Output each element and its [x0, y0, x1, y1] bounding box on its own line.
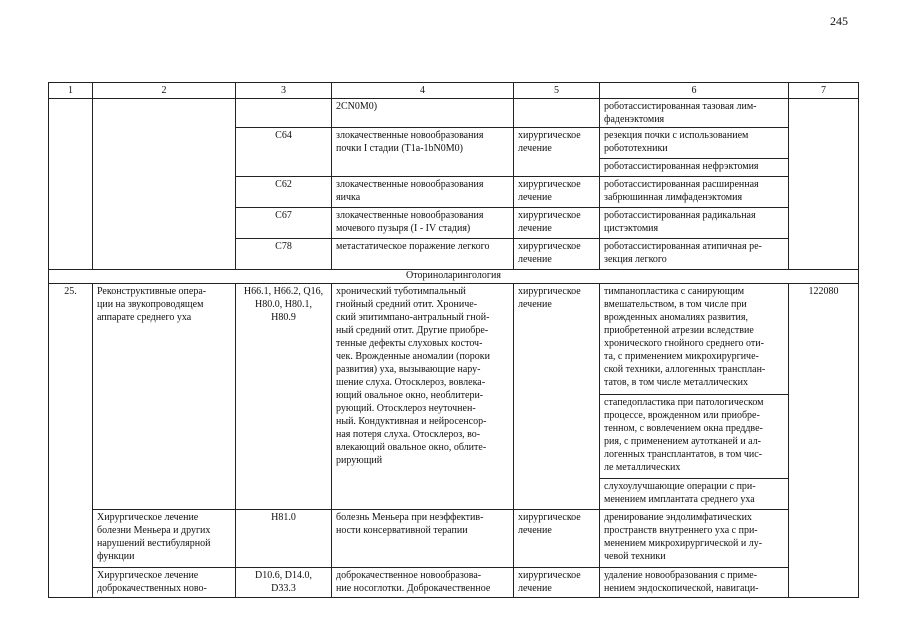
cell-codes: H81.0: [236, 510, 332, 568]
cell-group: Реконструктивные опера- ции на звукопроводящем аппарате среднего уха: [93, 284, 236, 510]
table-row: [49, 510, 859, 568]
cell-diagnosis: 2CN0M0): [332, 99, 514, 128]
cell-group: Хирургическое лечение болезни Меньера и других нарушений вестибулярной функции: [93, 510, 236, 568]
cell-treatment: хирургическое лечение: [514, 510, 600, 568]
cell-method: роботассистированная радикальная цистэктомия: [600, 208, 789, 239]
cell-treatment: хирургическое лечение: [514, 239, 600, 270]
table-row: [49, 568, 859, 598]
cell-method: дренирование эндолимфатических пространств внутреннего уха с при- менением микрохирургической и лу- чевой техники: [600, 510, 789, 568]
cell-diagnosis: злокачественные новообразования мочевого пузыря (I - IV стадия): [332, 208, 514, 239]
header-cell: 3: [236, 83, 332, 99]
cell-method: роботассистированная нефрэктомия: [600, 159, 789, 177]
cell-group: [93, 99, 236, 270]
table-row: [49, 284, 859, 395]
cell-codes: H66.1, H66.2, Q16, H80.0, H80.1, H80.9: [236, 284, 332, 510]
cell-codes: C62: [236, 177, 332, 208]
cell-method: стапедопластика при патологическом процессе, врожденном или приобре- тенном, с вовлечением окна преддве- рия, с применением аутотканей и ал- логенных трансплантатов, в том чис- ле металлических: [600, 395, 789, 479]
cell-treatment: [514, 99, 600, 128]
cell-codes: [236, 99, 332, 128]
cell-diagnosis: доброкачественное новообразова- ние носоглотки. Доброкачественное: [332, 568, 514, 598]
header-cell: 7: [789, 83, 859, 99]
cell-treatment: хирургическое лечение: [514, 177, 600, 208]
cell-diagnosis: злокачественные новообразования почки I стадии (T1a-1bN0M0): [332, 128, 514, 177]
header-row: [49, 83, 859, 99]
cell-method: удаление новообразования с приме- нением эндоскопической, навигаци-: [600, 568, 789, 598]
cell-group: Хирургическое лечение доброкачественных ново-: [93, 568, 236, 598]
page-number: 245: [830, 14, 848, 28]
cell-number: [49, 99, 93, 270]
cell-method: роботассистированная тазовая лим- фаденэктомия: [600, 99, 789, 128]
cell-method: роботассистированная расширенная забрюшинная лимфаденэктомия: [600, 177, 789, 208]
cell-codes: C67: [236, 208, 332, 239]
header-cell: 5: [514, 83, 600, 99]
procedures-table: [48, 82, 859, 598]
cell-number: 25.: [49, 284, 93, 598]
cell-diagnosis: злокачественные новообразования яичка: [332, 177, 514, 208]
section-row: [49, 270, 859, 284]
cell-cost: [789, 99, 859, 270]
cell-diagnosis: болезнь Меньера при неэффектив- ности консервативной терапии: [332, 510, 514, 568]
cell-codes: C64: [236, 128, 332, 177]
cell-treatment: хирургическое лечение: [514, 284, 600, 510]
cell-method: роботассистированная атипичная ре- зекция легкого: [600, 239, 789, 270]
cell-diagnosis: хронический туботимпальный гнойный средний отит. Хрониче- ский эпитимпано-антральный гной- ный средний отит. Другие приобре- тенные дефекты слуховых косточ- чек. Врожденные аномалии (пороки развития) уха, вызывающие нару- шение слуха. Отосклероз, вовлека- ющий овальное окно, необлитери- рующий. Отосклероз неуточнен- ный. Кондуктивная и нейросенсор- ная потеря слуха. Отосклероз, во- влекающий овальное окно, облите- рирующий: [332, 284, 514, 510]
header-cell: 1: [49, 83, 93, 99]
cell-method: слухоулучшающие операции с при- менением имплантата среднего уха: [600, 479, 789, 510]
table-row: [49, 99, 859, 128]
cell-codes: D10.6, D14.0, D33.3: [236, 568, 332, 598]
cell-cost: 122080: [789, 284, 859, 598]
header-cell: 2: [93, 83, 236, 99]
cell-codes: C78: [236, 239, 332, 270]
cell-method: резекция почки с использованием робототехники: [600, 128, 789, 159]
header-cell: 4: [332, 83, 514, 99]
section-title: Оториноларингология: [49, 270, 859, 284]
header-cell: 6: [600, 83, 789, 99]
cell-treatment: хирургическое лечение: [514, 568, 600, 598]
cell-treatment: хирургическое лечение: [514, 208, 600, 239]
cell-treatment: хирургическое лечение: [514, 128, 600, 177]
cell-method: тимпанопластика с санирующим вмешательством, в том числе при врожденных аномалиях развития, приобретенной атрезии вследствие хронического гнойного среднего оти- та, с применением микрохирургиче- ской техники, аллогенных трансплан- татов, в том числе металлических: [600, 284, 789, 395]
cell-diagnosis: метастатическое поражение легкого: [332, 239, 514, 270]
